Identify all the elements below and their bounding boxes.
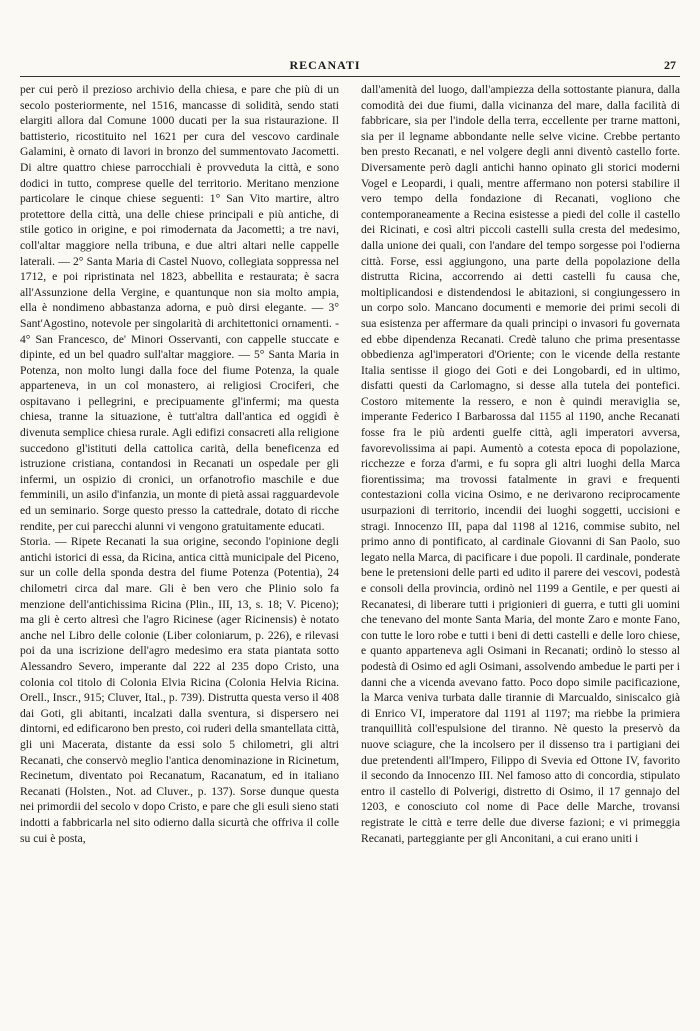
running-title: RECANATI (289, 58, 361, 72)
paragraph: Storia. — Ripete Recanati la sua origine, secondo l'opinione degli antichi istorici di essa, da Ricina, antica città municipale del Piceno, sur un colle della sponda destra del fiume Potenza (Potentia), 24 chilometri circa dal mare. Gli è ben vero che Plinio solo fa menzione dell'antichissima Ricina (Plin., III, 13, s. 18; V. Piceno); ma gli è certo altresì che l'agro Ricinese (ager Ricinensis) è notato anche nel Libro delle colonie (Liber coloniarum, p. 226), e rilevasi poi da una iscrizione dell'agro medesimo era stata piantata sotto Alessandro Severo, imperante dal 222 al 235 dopo Cristo, una colonia col titolo di Colonia Elvia Ricina (Colonia Helvia Ricina. Orell., Inscr., 915; Cluver, Ital., p. 739). Distrutta questa verso il 408 dai Goti, gli abitanti, incalzati dalla sventura, si dispersero nei dintorni, ed edificarono ben presto, coi ruderi della smantellata città, gli uni Macerata, distante da essi solo 5 chilometri, gli altri Recanati, che conservò meglio l'antica denominazione in Ricinetum, Recinetum, diventato poi Recanatum, Racanatum, ed in italiano Recanati (Holsten., Not. ad Cluver., p. 137). Sorse dunque questa nei primordii del secolo v dopo Cristo, e pare che gli esuli sieno stati indotti a fabbricarla nel sito odierno dalla sicurtà che offriva il colle su cui è posta, (20, 535, 339, 845)
paragraph: dall'amenità del luogo, dall'ampiezza della sottostante pianura, dalla comodità dei due fiumi, dalla vicinanza del mare, dalla facilità di fabbricare, sia per l'indole della terra, eccellente per trarne mattoni, sia per il legname abbondante nelle selve vicine. Crebbe pertanto ben presto Recanati, e nel volgere degli anni diventò castello forte. Diversamente però dagli antichi hanno opinato gli storici moderni Vogel e Leopardi, i quali, mentre affermano non potersi stabilire il vero tempo della fondazione di Recanati, vogliono che contemporaneamente a Recina esistesse a piedi del colle il castello dei Ricinati, e così altri piccoli castelli sulla cresta del medesimo, dalla unione dei quali, con l'andare del tempo sorgesse poi l'odierna città. Forse, essi aggiungono, una parte della popolazione della distrutta Ricina, accorrendo ai detti castelli fu causa che, moltiplicandosi e distendendosi le abitazioni, si congiungessero in un corpo solo. Mancano documenti e memorie dei primi secoli di sua esistenza per affermare da quali principi o invasori fu governata ed ebbe dipendenza Recanati. Credè taluno che prima presentasse obbedienza agl'imperatori d'Oriente; con le vicende della restante Italia sentisse il giogo dei Goti e dei Longobardi, ed in ultimo, disfatti questi da Carlomagno, si desse alla tutela dei pontefici. Costoro mitemente la ressero, e non è quindi meraviglia se, imperante Federico I Barbarossa dal 1155 al 1190, anche Recanati fosse fra le più ardenti guelfe città, agli imperatori avversa, favorevolissima ai papi. Aumentò a cotesta epoca di popolazione, ricchezze e forza d'armi, e fu sopra gli altri luoghi della Marca fiorentissima; ma trovossi fatalmente in gravi e frequenti contestazioni colla vicina Osimo, e ne derivarono reciprocamente usurpazioni di territorio, incendii dei luoghi soggetti, uccisioni e stragi. Innocenzo III, papa dal 1198 al 1216, commise subito, nel primo anno di pontificato, al cardinale Giovanni di San Paolo, suo legato nella Marca, di pacificare i due popoli. Il cardinale, ponderate bene le pretensioni delle parti ed udito il parere dei vescovi, podestà e consoli della provincia, ordinò nel 1199 a Gentile, e per questi ai Recanatesi, di liberare tutti i prigionieri di guerra, e tutti gli uomini che tenevano del monte Santa Maria, del monte Zaro e monte Fano, con tutte le loro robe e tutti i beni di detti castelli e delle loro chiese, e quanto apparteneva agli Osimani in Recanati; ordinò lo stesso al podestà di Osimo ed agli Osimani, assolvendo ambedue le parti per i danni che a vicenda avevano fatto. Poco dopo simile pacificazione, la Marca veniva turbata dalle tirannie di Marcualdo, siniscalco già di Enrico VI, imperatore dal 1191 al 1197; ma riebbe la primiera tranquillità coll'espulsione del tiranno. Nè questo la preservò da nuove sciagure, che la incolsero per il dissenso tra i partigiani dei due pretendenti all'Impero, Filippo di Svevia ed Ottone IV, favorito il secondo da Innocenzo III. Nel famoso atto di concordia, stipulato entro il castello di Polverigi, distretto di Osimo, il 17 gennajo del 1203, e conosciuto col nome di Pace delle Marche, trovansi registrate le città e terre delle due diverse fazioni; e vi primeggia Recanati, parteggiante per gli Anconitani, a cui erano uniti i (361, 83, 680, 845)
left-column (20, 82, 339, 846)
right-column (361, 82, 680, 846)
paragraph: per cui però il prezioso archivio della chiesa, e pare che più di un secolo posteriormente, nel 1516, mancasse di solidità, sendo stati elargiti allora dal Comune 1000 ducati per la sua ristaurazione. Il battisterio, ricostituito nel 1621 per cura del vescovo cardinale Galamini, è ornato di lavori in bronzo del summentovato Jacometti. Di altre quattro chiese parrocchiali è provveduta la città, e sono dodici in tutto, comprese quelle del territorio. Meritano menzione particolare le cinque chiese seguenti: 1° San Vito martire, altro protettore della città, una delle chiese principali e più antiche, di stile gotico in origine, e poi rimodernata da Jacometti; a tre navi, coll'altar maggiore nella tribuna, e due altri altari nelle cappelle laterali. — 2° Santa Maria di Castel Nuovo, collegiata soppressa nel 1712, e poi ripristinata nel 1823, abbellita e restaurata; è sacra all'Assunzione della Vergine, e quantunque non sia molto ampia, ella è nondimeno abbastanza adorna, e può dirsi elegante. — 3° Sant'Agostino, notevole per singolarità di architettonici ornamenti. - 4° San Francesco, de' Minori Osservanti, con cappelle stuccate e dipinte, ed un bel quadro sull'altar maggiore. — 5° Santa Maria in Potenza, non molto lungi dalla foce del fiume Potenza, la quale apparteneva, in un col monastero, ai religiosi Crociferi, che ospitavano i pellegrini, e precipuamente gl'infermi; ma questa chiesa, tranne la situazione, è tutt'altra dall'antica ed oggidì è divenuta semplice chiesa rurale. Agli edifizi consacreti alla religione succedono gl'istituti della cattolica carità, della beneficenza ed istruzione cristiana, contandosi in Recanati un ospedale per gli infermi, un ospizio di cronici, un orfanotrofio maschile e due femminili, un asilo d'infanzia, un monte di pietà assai ragguardevole ed un seminario. Sorge questo presso la cattedrale, dotato di ricche rendite, per cui parecchi alunni vi vengono gratuitamente educati. (20, 83, 339, 533)
header-rule (20, 76, 680, 77)
page-number: 27 (664, 58, 676, 72)
page-header (22, 58, 676, 76)
